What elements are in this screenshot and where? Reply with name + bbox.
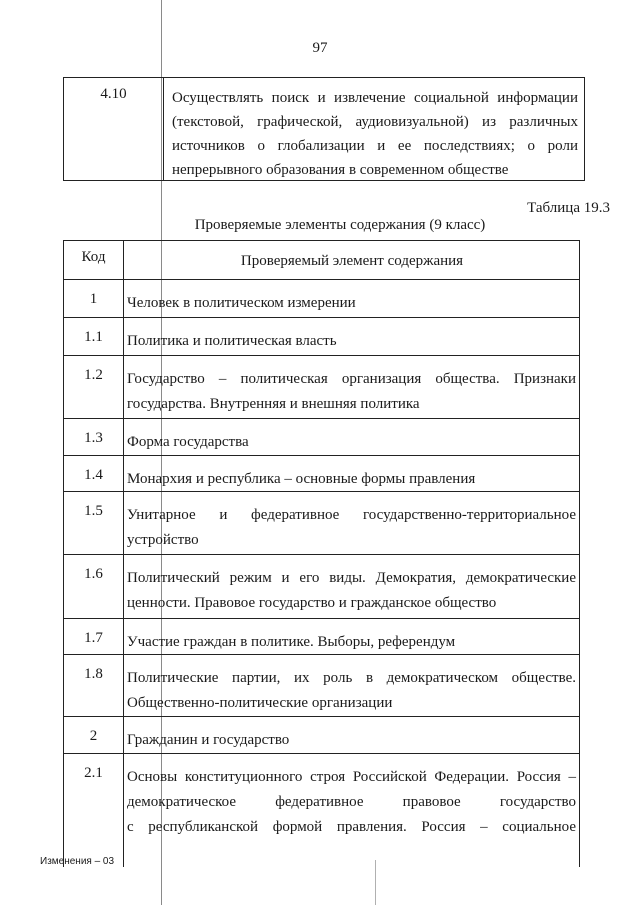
- text-line: демократическое федеративное правовое государство: [127, 794, 576, 810]
- text-line: источников о глобализации и ее последствиях; о роли: [172, 138, 578, 154]
- row-code: 1.8: [84, 666, 103, 682]
- row-code: 1.2: [84, 367, 103, 383]
- table-caption: Проверяемые элементы содержания (9 класс): [194, 217, 486, 233]
- text-line: Гражданин и государство: [127, 732, 290, 748]
- top-table-code: 4.10: [64, 78, 164, 180]
- text-line: Человек в политическом измерении: [127, 295, 356, 311]
- row-code: 2.1: [84, 765, 103, 781]
- text-line: устройство: [127, 532, 199, 548]
- row-code: 1: [89, 291, 98, 307]
- header-element: Проверяемый элемент содержания: [240, 253, 464, 269]
- content-elements-table: [63, 240, 580, 867]
- top-table-text: [172, 86, 578, 182]
- row-text: [127, 630, 576, 655]
- header-code: Код: [81, 249, 106, 265]
- text-line: Политические партии, их роль в демократическом обществе.: [127, 670, 576, 686]
- text-line: Государство – политическая организация общества. Признаки: [127, 371, 576, 387]
- row-text: [127, 367, 576, 417]
- table-row: [64, 619, 579, 655]
- row-text: [127, 666, 576, 716]
- row-code: 2: [89, 728, 98, 744]
- text-line: Участие граждан в политике. Выборы, референдум: [127, 634, 456, 650]
- row-text: [127, 291, 576, 316]
- text-line: Осуществлять поиск и извлечение социальной информации: [172, 90, 578, 106]
- text-line: Политика и политическая власть: [127, 333, 337, 349]
- row-text: [127, 329, 576, 354]
- text-line: Основы конституционного строя Российской Федерации. Россия –: [127, 769, 576, 785]
- text-line: Монархия и республика – основные формы правления: [127, 471, 476, 487]
- row-text: [127, 566, 576, 616]
- row-code: 1.1: [84, 329, 103, 345]
- top-table: [63, 77, 585, 181]
- table-row: [64, 456, 579, 492]
- row-code: 1.6: [84, 566, 103, 582]
- text-line: Унитарное и федеративное государственно-территориальное: [127, 507, 576, 523]
- table-row: [64, 318, 579, 356]
- page-number: 97: [312, 40, 328, 56]
- table-row: [64, 280, 579, 318]
- table-row: [64, 555, 579, 619]
- text-line: с республиканской формой правления. Россия – социальное: [127, 819, 576, 835]
- footer-revision: Изменения – 03: [40, 856, 115, 867]
- row-code: 1.4: [84, 467, 103, 483]
- row-text: [127, 503, 576, 553]
- text-line: Форма государства: [127, 434, 249, 450]
- table-row: [64, 492, 579, 555]
- table-row: [64, 655, 579, 717]
- table-row: [64, 754, 579, 868]
- row-text: [127, 430, 576, 455]
- text-line: непрерывного образования в современном обществе: [172, 162, 509, 178]
- table-row: [64, 356, 579, 419]
- text-line: ценности. Правовое государство и гражданское общество: [127, 595, 497, 611]
- table-header-row: [64, 241, 579, 280]
- row-text: [127, 765, 576, 840]
- table-row: [64, 717, 579, 754]
- row-text: [127, 467, 576, 492]
- row-text: [127, 728, 576, 753]
- text-line: государства. Внутренняя и внешняя политика: [127, 396, 420, 412]
- text-line: Политический режим и его виды. Демократия, демократические: [127, 570, 576, 586]
- row-code: 1.5: [84, 503, 103, 519]
- table-number: Таблица 19.3: [527, 200, 610, 216]
- text-line: (текстовой, графической, аудиовизуальной) из различных: [172, 114, 578, 130]
- row-code: 1.3: [84, 430, 103, 446]
- table-row: [64, 419, 579, 456]
- text-line: Общественно-политические организации: [127, 695, 393, 711]
- row-code: 1.7: [84, 630, 103, 646]
